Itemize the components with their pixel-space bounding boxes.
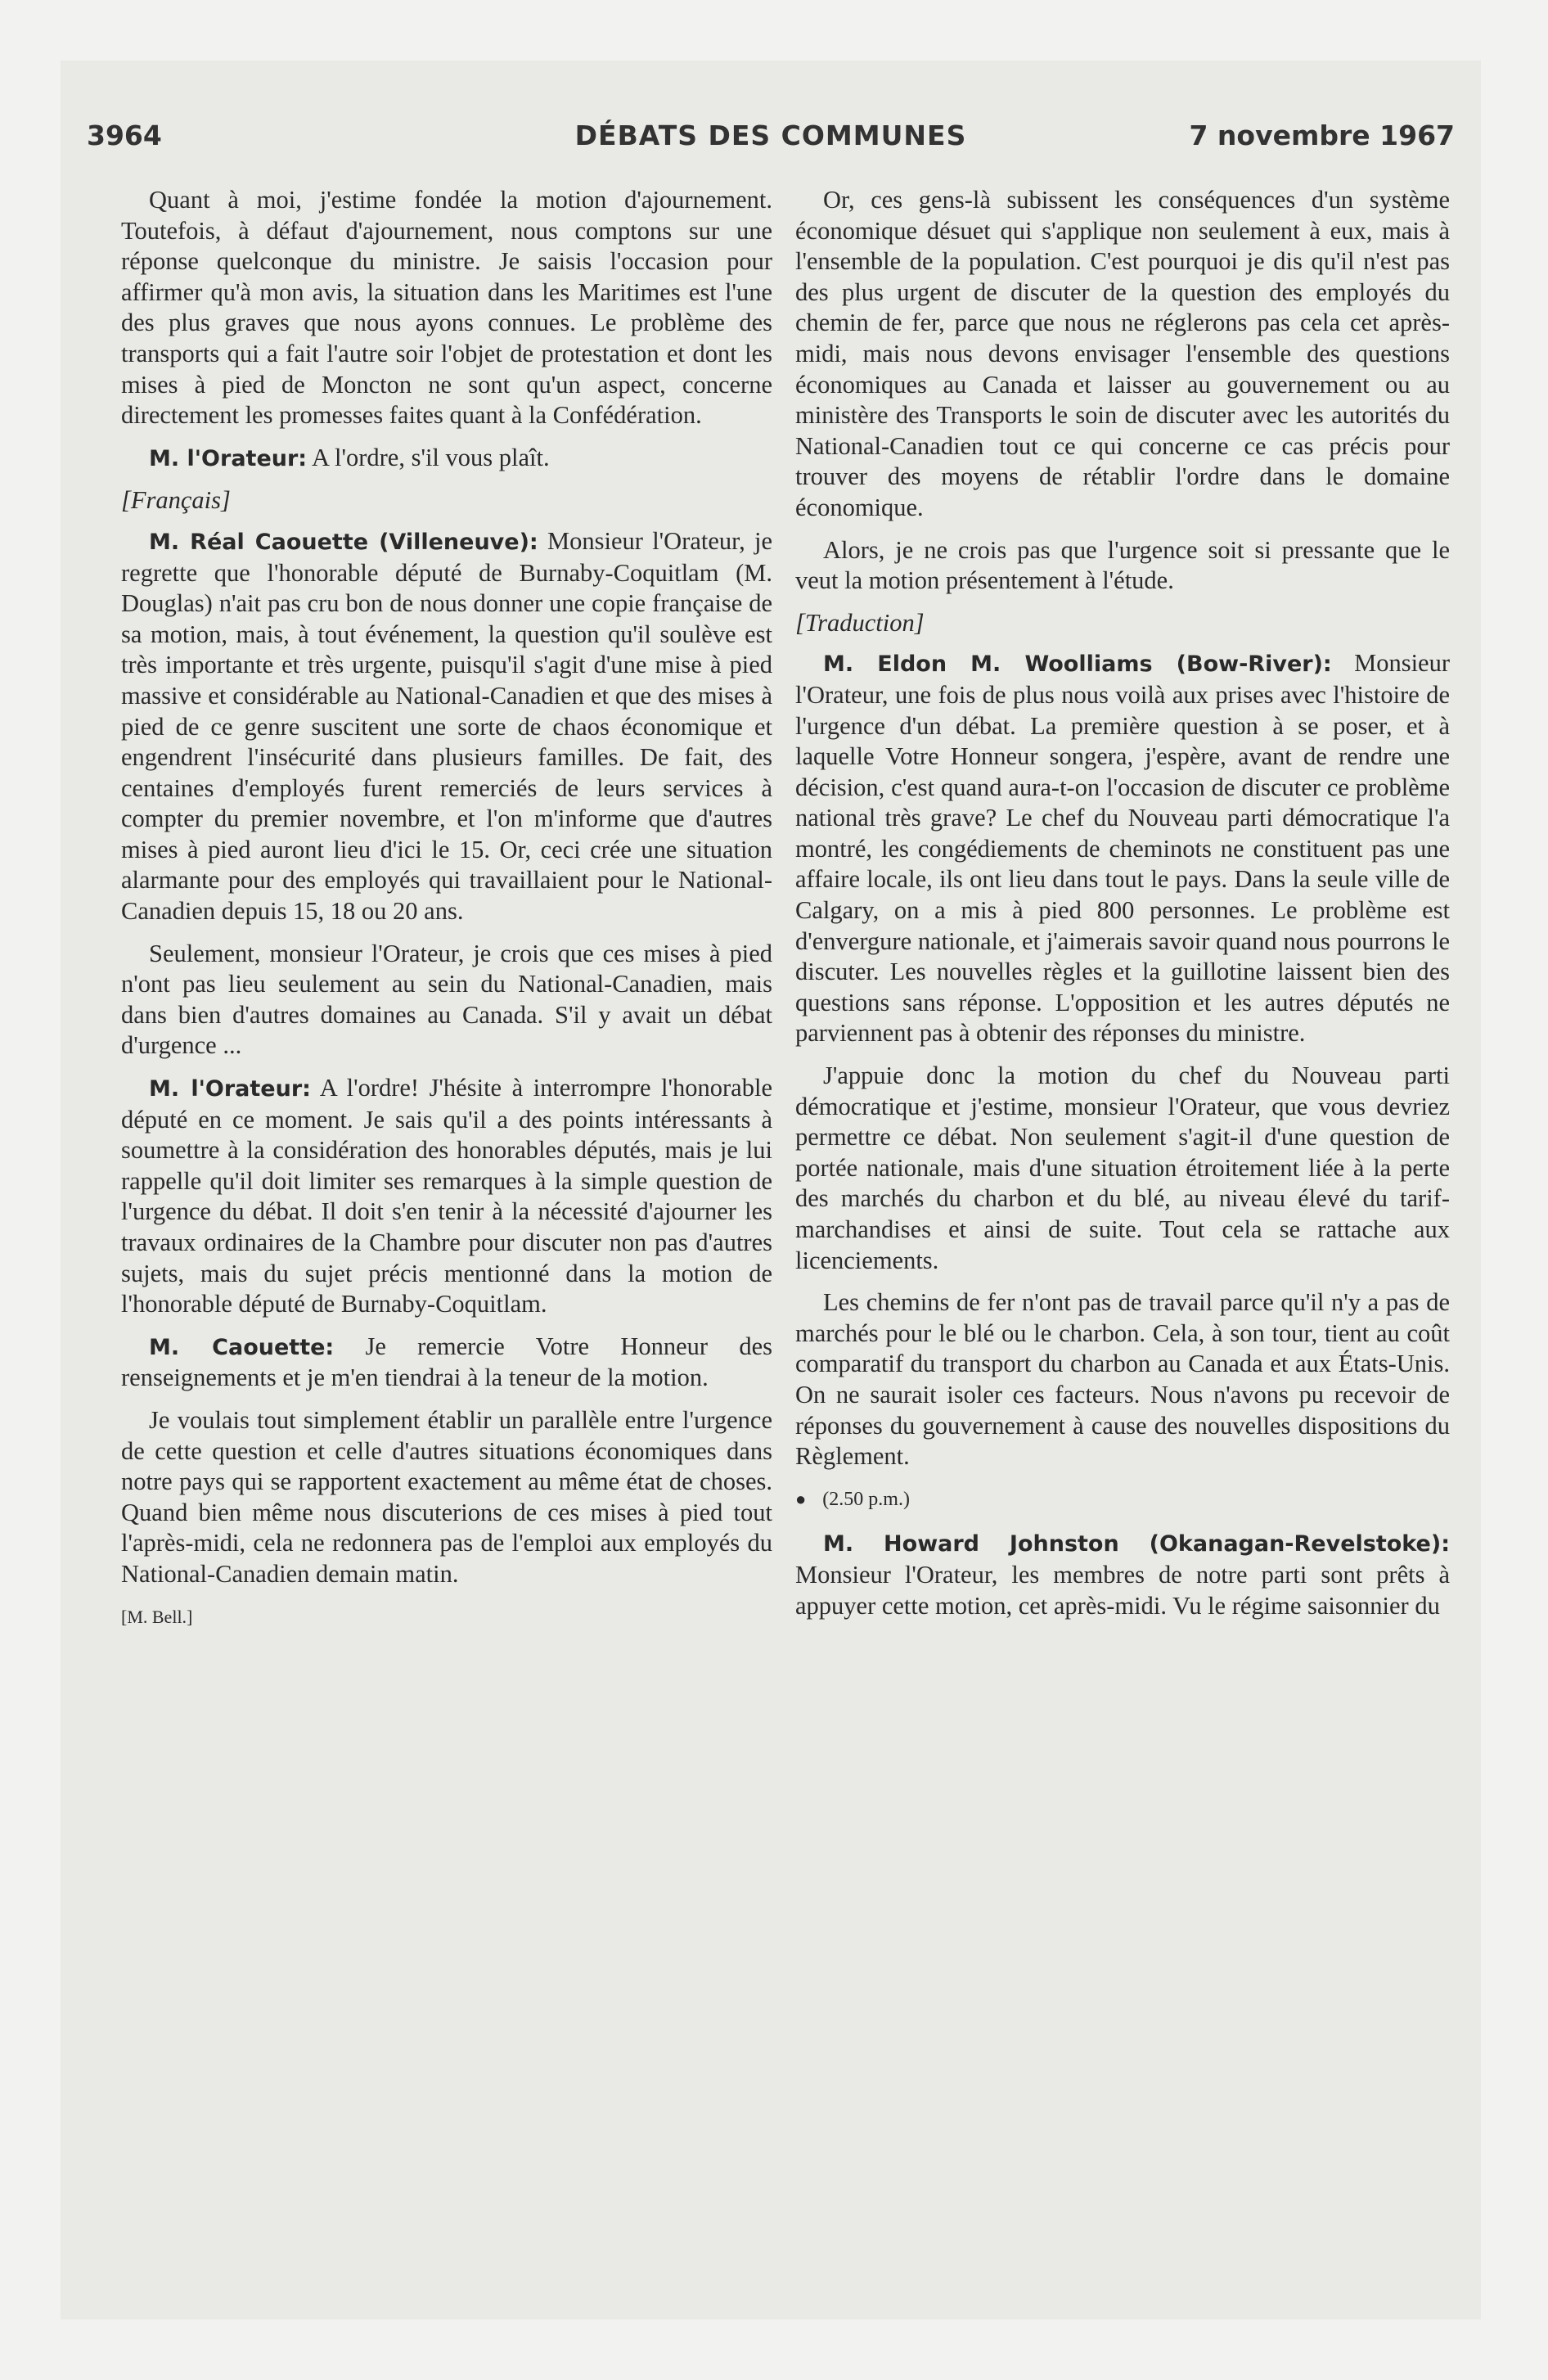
bullet-icon: ● [795, 1488, 807, 1509]
speech-text: Je remercie Votre Honneur des renseignements et je m'en tiendrai à la teneur de la motion. [121, 1332, 772, 1392]
speaker-name: M. Howard Johnston (Okanagan-Revelstoke): [823, 1531, 1450, 1557]
speaker-footnote: [M. Bell.] [121, 1606, 193, 1627]
time-marker [795, 1484, 1450, 1516]
left-column [121, 185, 772, 1643]
paragraph: Les chemins de fer n'ont pas de travail parce qu'il n'y a pas de marchés pour le blé ou le charbon. Cela, à son tour, tient au coût comparatif du transport du charbon au Canada et aux États-Unis. On ne saurait isoler ces facteurs. Nous n'avons pu recevoir de réponses du gouvernement à cause des nouvelles dispositions du Règlement. [795, 1288, 1450, 1471]
page-number: 3964 [87, 119, 162, 151]
speaker-paragraph [121, 443, 772, 475]
paragraph: J'appuie donc la motion du chef du Nouveau parti démocratique et j'estime, monsieur l'Orateur, que vous devriez permettre ce débat. Non seulement s'agit-il d'une question de portée nationale, mais d'une situation étroitement liée à la perte des marchés du charbon et du blé, au niveau élevé du tarif-marchandises et ainsi de suite. Tout cela se rattache aux licenciements. [795, 1062, 1450, 1274]
speech-text: Monsieur l'Orateur, une fois de plus nous voilà aux prises avec l'histoire de l'urgence d'un débat. La première question à se poser, et à laquelle Votre Honneur songera, j'espère, avant de rendre une décision, c'est quand aura-t-on l'occasion de discuter ce problème national très grave? Le chef du Nouveau parti démocratique l'a montré, les congédiements de cheminots ne constituent pas une affaire locale, ils ont lieu dans tout le pays. Dans la seule ville de Calgary, on a mis à pied 800 personnes. Le problème est d'envergure nationale, et j'aimerais savoir quand nous pourrons le discuter. Les nouvelles règles et la guillotine laissent bien des questions sans réponse. L'opposition et les autres députés ne parviennent pas à obtenir des réponses du ministre. [795, 649, 1450, 1048]
page-header [87, 119, 1455, 160]
paragraph: Or, ces gens-là subissent les conséquences d'un système économique désuet qui s'applique non seulement à eux, mais à l'ensemble de la population. C'est pourquoi je dis qu'il n'est pas des plus urgent de discuter de la question des employés du chemin de fer, parce que nous ne réglerons pas cela cet après-midi, mais nous devons envisager l'ensemble des questions économiques au Canada et laisser au gouvernement ou au ministère des Transports le soin de discuter avec les autorités du National-Canadien tout ce qui concerne ce cas précis pour trouver des moyens de rétablir l'ordre dans le domaine économique. [795, 186, 1450, 521]
speech-text: A l'ordre, s'il vous plaît. [312, 443, 550, 471]
running-title: DÉBATS DES COMMUNES [574, 119, 967, 151]
speaker-name: M. Réal Caouette (Villeneuve): [149, 529, 538, 555]
speaker-paragraph [795, 1528, 1450, 1621]
paragraph: Seulement, monsieur l'Orateur, je crois que ces mises à pied n'ont pas lieu seulement au sein du National-Canadien, mais dans bien d'autres domaines au Canada. S'il y avait un débat d'urgence ... [121, 939, 772, 1060]
speaker-paragraph [121, 1332, 772, 1394]
speech-text: Monsieur l'Orateur, je regrette que l'honorable député de Burnaby-Coquitlam (M. Douglas) n'ait pas cru bon de nous donner une copie française de sa motion, mais, à tout événement, la question qu'il soulève est très importante et très urgente, puisqu'il s'agit d'une mise à pied massive et considérable au National-Canadien et que des mises à pied de ce genre suscitent une sorte de chaos économique et engendrent l'insécurité dans plusieurs familles. De fait, des centaines d'employés furent remerciés de leurs services à compter du premier novembre, et l'on m'informe que d'autres mises à pied auront lieu d'ici le 15. Or, ceci crée une situation alarmante pour des employés qui travaillaient pour le National-Canadien depuis 15, 18 ou 20 ans. [121, 526, 772, 926]
speaker-paragraph [121, 526, 772, 927]
speech-text: Monsieur l'Orateur, les membres de notre parti sont prêts à appuyer cette motion, cet après-midi. Vu le régime saisonnier du [795, 1560, 1450, 1620]
speaker-paragraph [121, 1073, 772, 1320]
speaker-name: M. l'Orateur: [149, 1076, 311, 1102]
speaker-paragraph [795, 648, 1450, 1049]
paragraph: Je voulais tout simplement établir un parallèle entre l'urgence de cette question et celle d'autres situations économiques dans notre pays qui se rapportent exactement au même état de choses. Quand bien même nous discuterions de ces mises à pied tout l'après-midi, cela ne redonnera pas de l'emploi aux employés du National-Canadien demain matin. [121, 1405, 772, 1588]
paragraph: Alors, je ne crois pas que l'urgence soit si pressante que le veut la motion présentement à l'étude. [795, 535, 1450, 595]
paragraph: Quant à moi, j'estime fondée la motion d'ajournement. Toutefois, à défaut d'ajournement, nous comptons sur une réponse quelconque du ministre. Je saisis l'occasion pour affirmer qu'à mon avis, la situation dans les Maritimes est l'une des plus graves que nous ayons connues. Le problème des transports qui a fait l'autre soir l'objet de protestation et dont les mises à pied de Moncton ne sont qu'un aspect, concerne directement les promesses faites quant à la Confédération. [121, 186, 772, 430]
page [61, 61, 1481, 2319]
language-marker: [Français] [121, 486, 231, 515]
speech-text: A l'ordre! J'hésite à interrompre l'honorable député en ce moment. Je sais qu'il a des points intéressants à soumettre à la considération des honorables députés, mais je lui rappelle qu'il doit limiter ses remarques à la simple question de l'urgence du débat. Il doit s'en tenir à la nécessité d'ajourner les travaux ordinaires de la Chambre pour discuter non pas d'autres sujets, mais du sujet précis mentionné dans la motion de l'honorable député de Burnaby-Coquitlam. [121, 1074, 772, 1318]
right-column [795, 185, 1450, 1633]
language-marker: [Traduction] [795, 608, 925, 637]
speaker-name: M. Eldon M. Woolliams (Bow-River): [823, 651, 1332, 678]
page-date: 7 novembre 1967 [1189, 119, 1455, 151]
speaker-name: M. Caouette: [149, 1334, 335, 1360]
time-text: (2.50 p.m.) [822, 1488, 910, 1510]
speaker-name: M. l'Orateur: [149, 445, 308, 471]
